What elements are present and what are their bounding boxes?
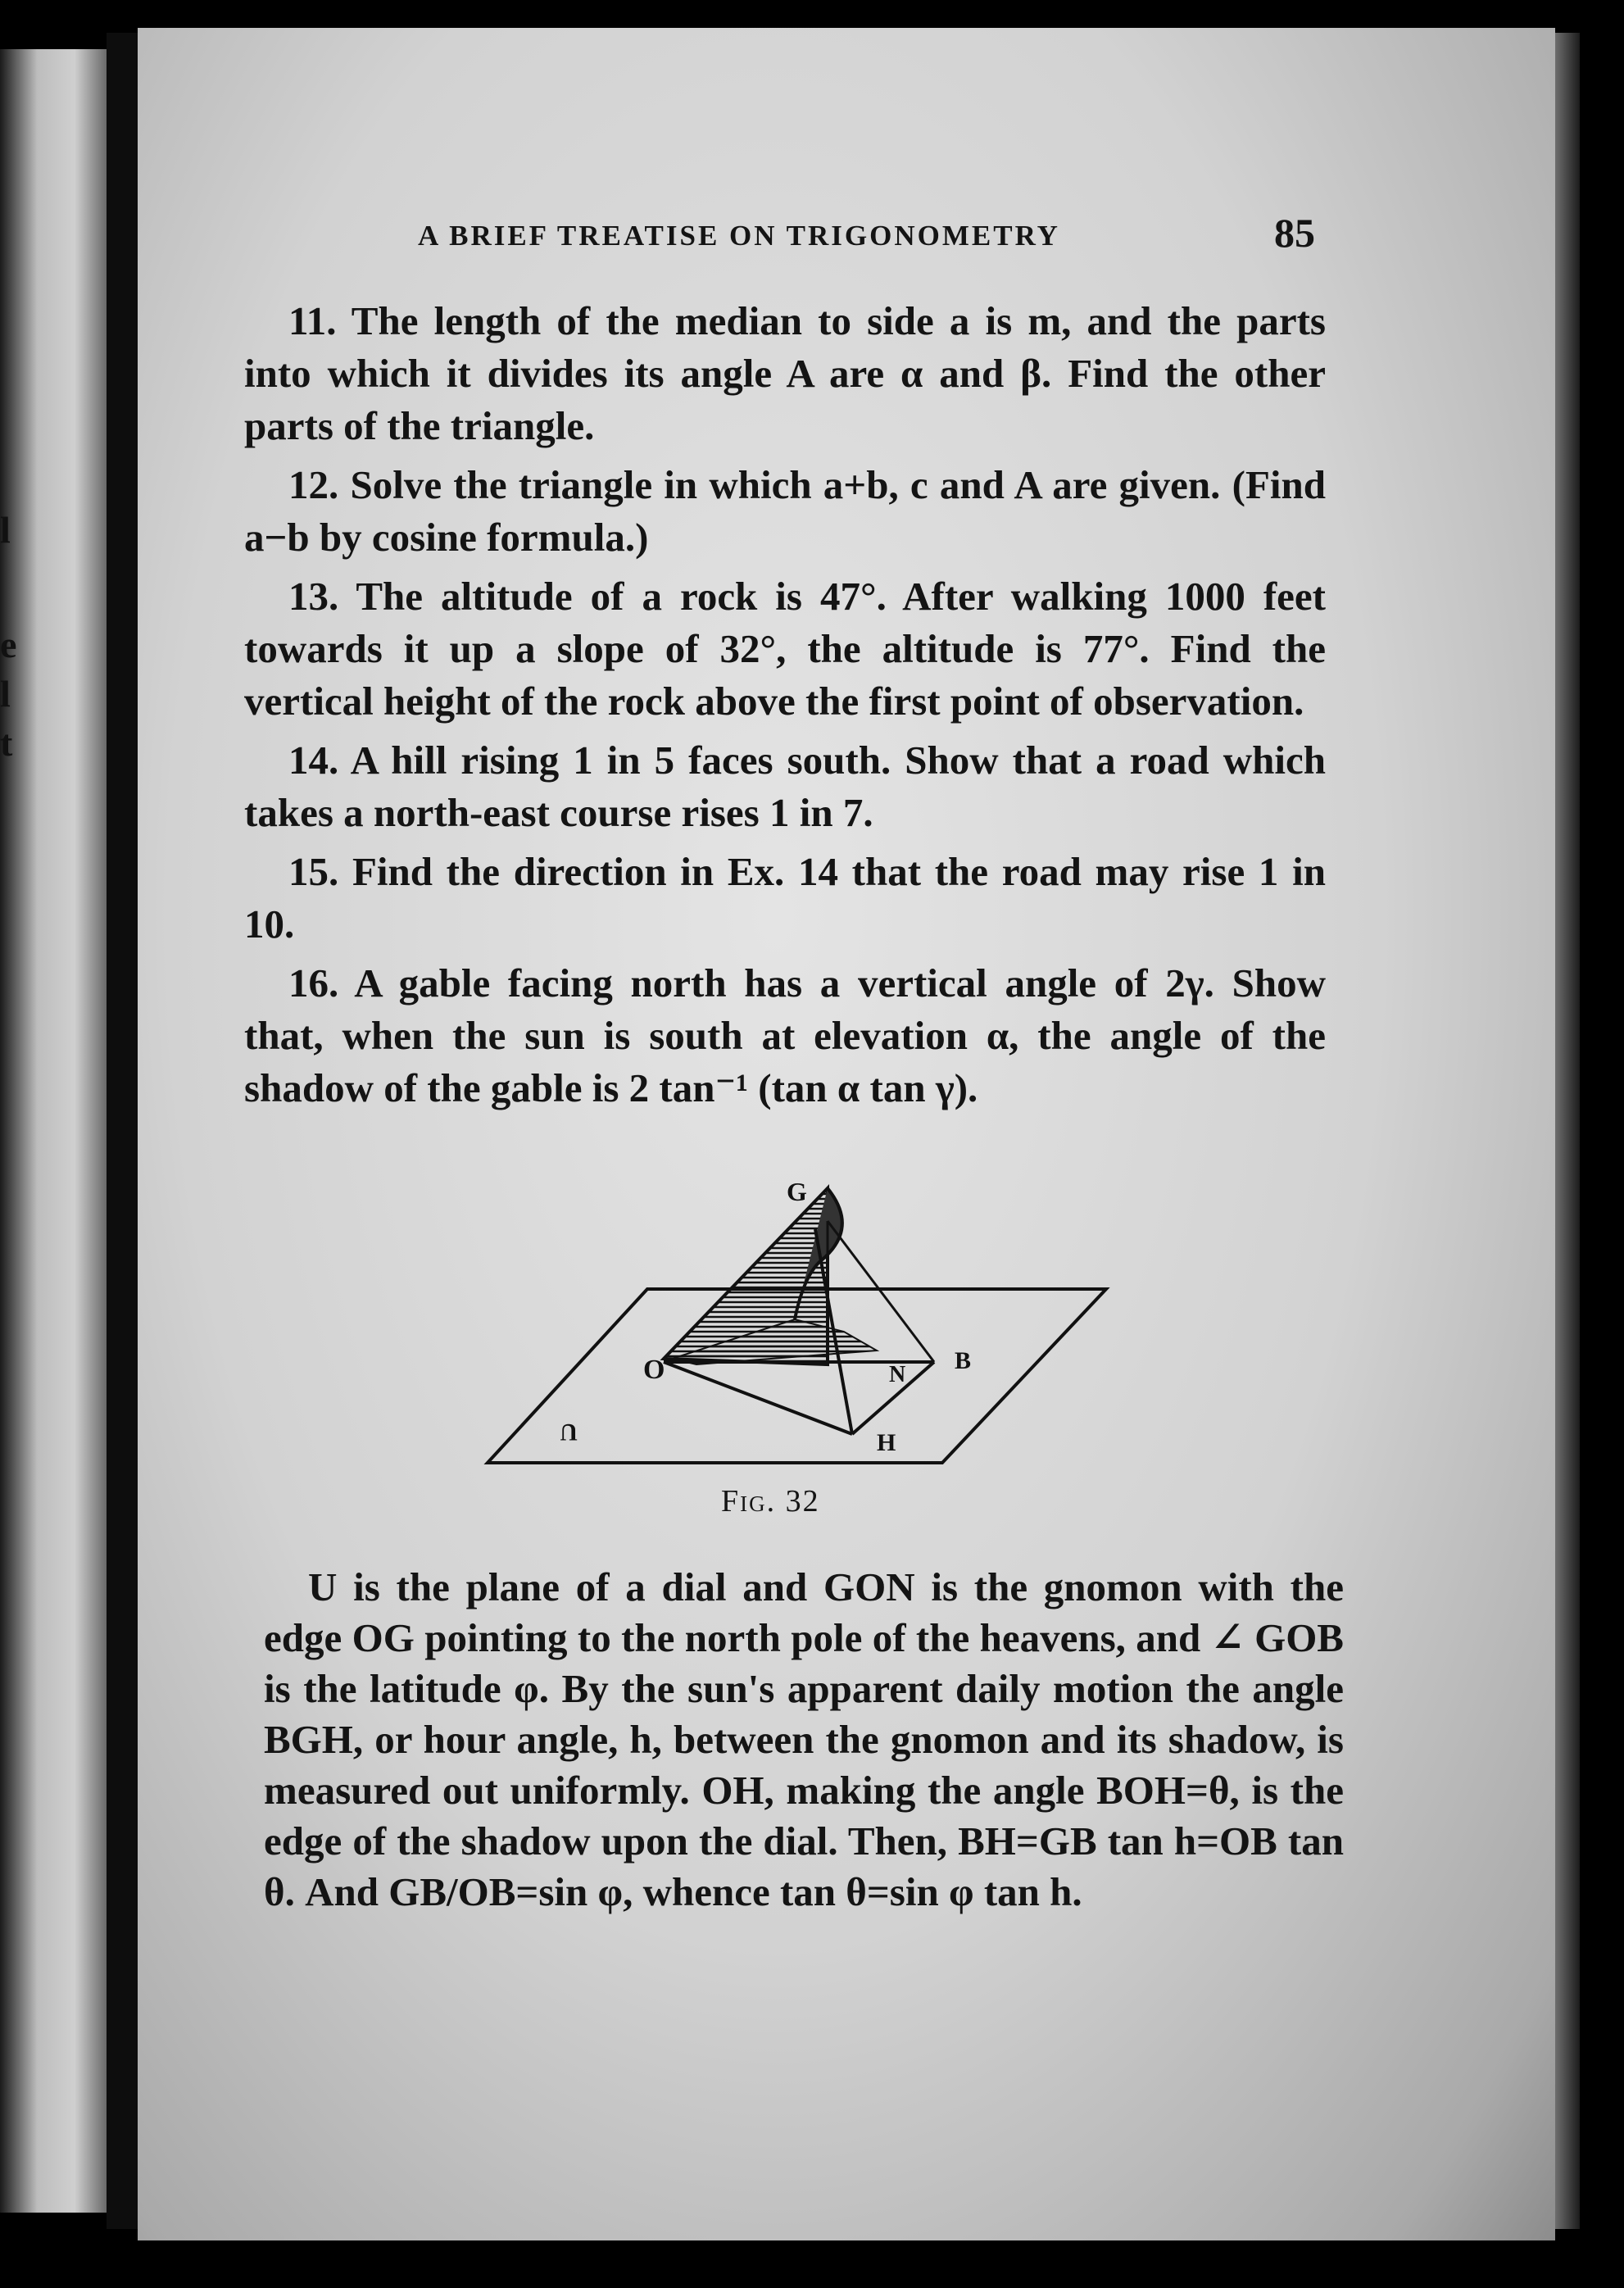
book-gutter xyxy=(107,33,139,2229)
sundial-diagram xyxy=(475,1172,1114,1483)
label-U: U xyxy=(560,1419,578,1446)
label-B: B xyxy=(955,1347,972,1374)
left-page-edge xyxy=(0,49,107,2213)
edge-OH xyxy=(664,1362,852,1434)
page-right-edge xyxy=(1555,33,1580,2229)
exercise-item: 14. A hill rising 1 in 5 faces south. Show that a road which takes a north-east course rises 1 in 7. xyxy=(244,738,1326,835)
explanation-paragraph xyxy=(264,1562,1344,1918)
label-O: O xyxy=(643,1355,665,1385)
exercise-item: 12. Solve the triangle in which a+b, c and A are given. (Find a−b by cosine formula.) xyxy=(244,462,1326,560)
explanation-text: U is the plane of a dial and GON is the gnomon with the edge OG pointing to the north pole of the heavens, and ∠ GOB is the latitude φ. By the sun's apparent daily motion the angle BGH, or hour angle, h, between the gnomon and its shadow, is measured out uniformly. OH, making the angle BOH=θ, is the edge of the shadow upon the dial. Then, BH=GB tan h=OB tan θ. And GB/OB=sin φ, whence tan θ=sin φ tan h. xyxy=(264,1564,1344,1914)
running-title: A BRIEF TREATISE ON TRIGONOMETRY xyxy=(418,220,1060,252)
exercise-item: 15. Find the direction in Ex. 14 that the road may rise 1 in 10. xyxy=(244,849,1326,947)
figure-caption: Fig. 32 xyxy=(721,1484,820,1519)
exercise-item: 11. The length of the median to side a is m, and the parts into which it divides its angle A are α and β. Find the other parts of the triangle. xyxy=(244,298,1326,448)
label-H: H xyxy=(877,1429,896,1456)
exercise-item: 16. A gable facing north has a vertical angle of 2γ. Show that, when the sun is south at elevation α, the angle of the shadow of the gable is 2 tan⁻¹ (tan α tan γ). xyxy=(244,960,1326,1110)
exercise-item: 13. The altitude of a rock is 47°. After walking 1000 feet towards it up a slope of 32°, the altitude is 77°. Find the vertical height of the rock above the first point of observation. xyxy=(244,574,1326,724)
left-page-fragment: l xyxy=(0,509,11,551)
label-G: G xyxy=(787,1177,807,1206)
left-page-fragment: t xyxy=(0,722,13,764)
left-page-fragment: l xyxy=(0,673,11,715)
page-number: 85 xyxy=(1274,210,1315,256)
left-page-fragment: e xyxy=(0,624,17,665)
exercise-list xyxy=(244,295,1326,1121)
label-N: N xyxy=(889,1362,906,1387)
gnomon xyxy=(664,1188,828,1364)
